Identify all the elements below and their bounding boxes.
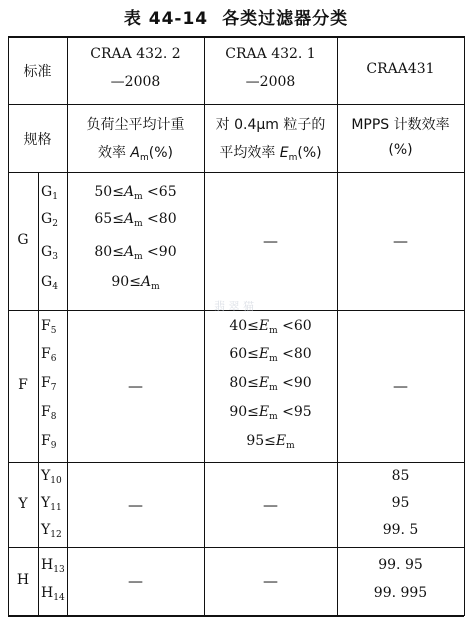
table-title-text: 各类过滤器分类 <box>222 9 349 29</box>
header-bottom-rule <box>8 172 464 173</box>
row-y12-class: $Y_{12}$ <box>41 522 62 540</box>
table-bottom-rule <box>8 615 464 617</box>
col3-spec-line2: (%) <box>388 142 413 158</box>
row-y12-mpps-efficiency: 99. 5 <box>382 522 419 538</box>
group-h-col1-dash: — <box>128 572 143 590</box>
sub-class-divider <box>38 172 39 616</box>
group-y-divider <box>8 547 464 548</box>
row-f7-class: $F_7$ <box>41 375 57 393</box>
group-y-col2-dash: — <box>263 495 278 514</box>
row-g2-weight-efficiency: $65\le A_m <80$ <box>94 211 177 229</box>
row-g4-weight-efficiency: $90\le A_m$ <box>111 274 160 292</box>
col3-spec-line1: MPPS 计数效率 <box>351 117 450 133</box>
row-h13-class: $H_{13}$ <box>41 557 65 575</box>
row-g3-weight-efficiency: $80\le A_m <90$ <box>94 244 177 262</box>
col2-standard-line2: —2008 <box>245 74 296 90</box>
row-y11-class: $Y_{11}$ <box>41 495 62 513</box>
row-f6-avg-efficiency: $60\le E_m <80$ <box>229 346 312 364</box>
row-g3-class: $G_3$ <box>41 244 58 262</box>
standard-label: 标准 <box>23 64 52 80</box>
table-left-border <box>8 36 9 616</box>
table-number: 表 44-14 <box>123 9 209 29</box>
row-y11-mpps-efficiency: 95 <box>391 495 410 511</box>
col3-standard: CRAA431 <box>366 61 435 77</box>
group-g-col3-dash: — <box>393 232 408 250</box>
spec-label: 规格 <box>23 132 52 148</box>
row-f5-class: $F_5$ <box>41 318 57 336</box>
col1-standard-line2: —2008 <box>110 74 161 90</box>
row-f8-avg-efficiency: $90\le E_m <95$ <box>229 404 312 422</box>
row-f7-avg-efficiency: $80\le E_m <90$ <box>229 375 312 393</box>
group-letter-y: Y <box>18 495 28 512</box>
col1-spec-line1: 负荷尘平均计重 <box>86 117 185 133</box>
row-y10-class: $Y_{10}$ <box>41 468 62 486</box>
group-f-divider <box>8 462 464 463</box>
header-row-divider <box>8 104 464 105</box>
row-y10-mpps-efficiency: 85 <box>391 468 410 484</box>
col1-spec-line2: 效率 $A_m(\%)$ <box>97 145 174 163</box>
col2-spec-line1: 对 0.4μm 粒子的 <box>215 117 326 133</box>
group-letter-f: F <box>18 377 28 393</box>
watermark: 翡 翠 猫 <box>214 300 254 313</box>
group-letter-g: G <box>17 232 29 248</box>
row-f9-avg-efficiency: $95\le E_m$ <box>246 433 295 451</box>
col2-standard-line1: CRAA 432. 1 <box>225 46 316 62</box>
group-f-col1-dash: — <box>128 377 143 395</box>
group-letter-h: H <box>16 572 30 588</box>
row-f5-avg-efficiency: $40\le E_m <60$ <box>229 318 312 336</box>
group-y-col1-dash: — <box>128 495 143 514</box>
col2-spec-line2: 平均效率 $E_m(\%)$ <box>219 145 322 163</box>
row-h14-class: $H_{14}$ <box>41 585 65 603</box>
group-g-col2-dash: — <box>263 232 278 250</box>
row-g4-class: $G_4$ <box>41 274 58 292</box>
row-h14-mpps-efficiency: 99. 995 <box>373 585 428 601</box>
table-top-rule <box>8 36 464 38</box>
row-g1-weight-efficiency: $50\le A_m <65$ <box>94 184 177 202</box>
group-h-col2-dash: — <box>263 572 278 590</box>
table-right-border <box>464 36 465 616</box>
col1-standard-line1: CRAA 432. 2 <box>90 46 181 62</box>
row-f6-class: $F_6$ <box>41 346 57 364</box>
row-g2-class: $G_2$ <box>41 211 58 229</box>
row-f8-class: $F_8$ <box>41 404 57 422</box>
row-f9-class: $F_9$ <box>41 433 57 451</box>
row-g1-class: $G_1$ <box>41 184 58 202</box>
group-f-col3-dash: — <box>393 377 408 395</box>
row-h13-mpps-efficiency: 99. 95 <box>378 557 423 573</box>
